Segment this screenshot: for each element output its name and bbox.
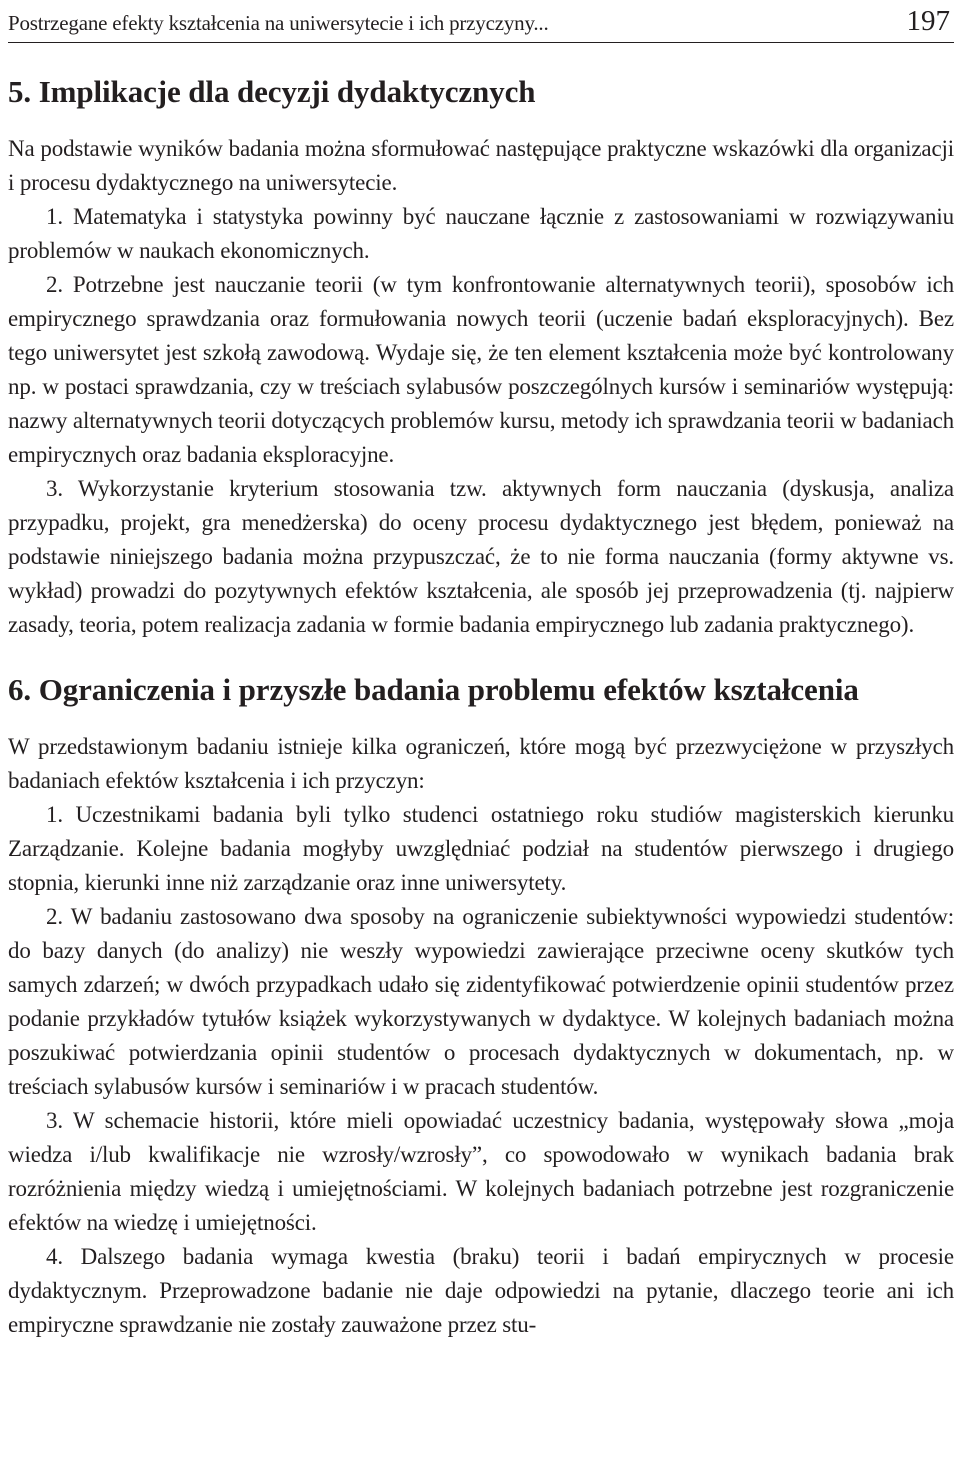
section-6-point-2: 2. W badaniu zastosowano dwa sposoby na ograniczenie subiektywności wypowiedzi studentów: do bazy danych (do analizy) nie weszły wypowiedzi zawierające przeciwne oceny skutków tych samych zdarzeń; w dwóch przypadkach udało się zidentyfikować potwierdzenie opinii studentów przez podanie przykładów tytułów książek wykorzystywanych w dydaktyce. W kolejnych badaniach można poszukiwać potwierdzania opinii studentów o procesach dydaktycznych w dokumentach, np. w treściach sylabusów kursów i seminariów i w pracach studentów. [8, 904, 954, 1099]
section-5-point-1: 1. Matematyka i statystyka powinny być nauczane łącznie z zastosowaniami w rozwiązywaniu problemów w naukach ekonomicznych. [8, 204, 954, 263]
section-6-intro: W przedstawionym badaniu istnieje kilka ograniczeń, które mogą być przezwyciężone w przyszłych badaniach efektów kształcenia i ich przyczyn: [8, 734, 954, 793]
section-6-point-1: 1. Uczestnikami badania byli tylko studenci ostatniego roku studiów magisterskich kierunku Zarządzanie. Kolejne badania mogłyby uwzględniać podział na studentów pierwszego i drugiego stopnia, kierunki inne niż zarządzanie oraz inne uniwersytety. [8, 802, 954, 895]
document-page [8, 0, 954, 1480]
section-6-point-3: 3. W schemacie historii, które mieli opowiadać uczestnicy badania, występowały słowa „moja wiedza i/lub kwalifikacje nie wzrosły/wzrosły”, co spowodowało w wynikach badania brak rozróżnienia między wiedzą i umiejętnościami. W kolejnych badaniach potrzebne jest rozgraniczenie efektów na wiedzę i umiejętności. [8, 1108, 954, 1235]
section-heading-5: 5. Implikacje dla decyzji dydaktycznych [8, 74, 536, 109]
running-header [8, 6, 954, 43]
section-6-point-4: 4. Dalszego badania wymaga kwestia (braku) teorii i badań empirycznych w procesie dydaktycznym. Przeprowadzone badanie nie daje odpowiedzi na pytanie, dlaczego teorie ani ich empiryczne sprawdzanie nie zostały zauważone przez stu- [8, 1244, 954, 1337]
page-number: 197 [906, 5, 950, 37]
section-5-intro: Na podstawie wyników badania można sformułować następujące praktyczne wskazówki dla organizacji i procesu dydaktycznego na uniwersytecie. [8, 136, 954, 195]
running-title: Postrzegane efekty kształcenia na uniwersytecie i ich przyczyny... [8, 11, 549, 35]
section-5-point-2: 2. Potrzebne jest nauczanie teorii (w tym konfrontowanie alternatywnych teorii), sposobów ich empirycznego sprawdzania oraz formułowania nowych teorii (uczenie badań eksploracyjnych). Bez tego uniwersytet jest szkołą zawodową. Wydaje się, że ten element kształcenia może być kontrolowany np. w postaci sprawdzania, czy w treściach sylabusów poszczególnych kursów i seminariów występują: nazwy alternatywnych teorii dotyczących problemów kursu, metody ich sprawdzania teorii w badaniach empirycznych oraz badania eksploracyjne. [8, 272, 954, 467]
section-heading-6: 6. Ograniczenia i przyszłe badania problemu efektów kształcenia [8, 672, 859, 707]
section-5-point-3: 3. Wykorzystanie kryterium stosowania tzw. aktywnych form nauczania (dyskusja, analiza przypadku, projekt, gra menedżerska) do oceny procesu dydaktycznego jest błędem, ponieważ na podstawie niniejszego badania można przypuszczać, że to nie forma nauczania (formy aktywne vs. wykład) prowadzi do pozytywnych efektów kształcenia, ale sposób jej przeprowadzenia (tj. najpierw zasady, teoria, potem realizacja zadania w formie badania empirycznego lub zadania praktycznego). [8, 476, 954, 637]
